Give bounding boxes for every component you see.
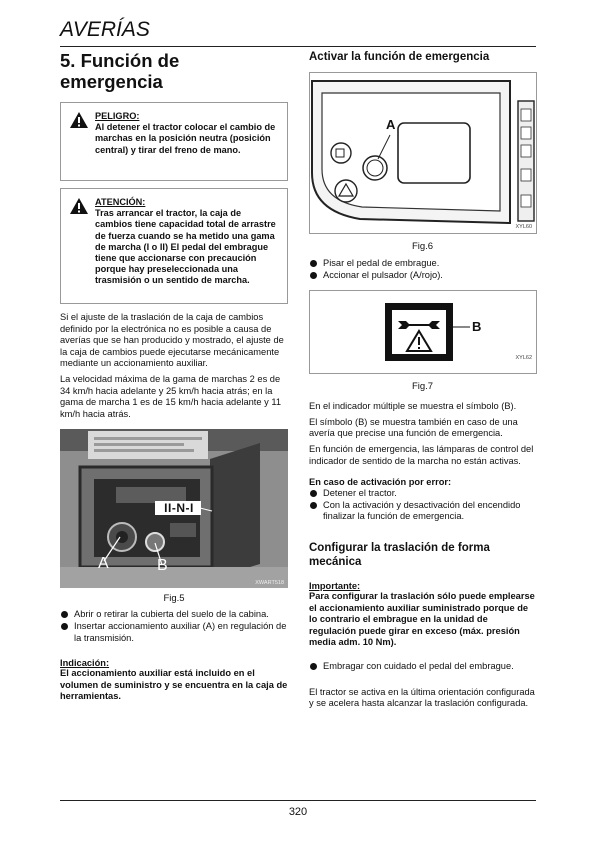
section-title-line-1: 5. Función de	[60, 50, 180, 71]
gear-positions-label: II-N-I	[164, 501, 194, 516]
paragraph: La velocidad máxima de la gama de marchas 2 es de 34 km/h hacia adelante y 25 km/h hacia atrás; en la gama de marcha 1 es de 15 km/h hacia adelante y 11 km/h hacia atrás.	[60, 373, 282, 419]
figure-5-photo	[60, 429, 288, 588]
figure-caption: Fig.7	[411, 381, 434, 393]
paragraph: En función de emergencia, las lámparas de control del indicador de sentido de la marcha no están activas.	[309, 443, 534, 466]
figure-code: XYL60	[515, 224, 532, 230]
left-column	[60, 50, 288, 703]
emergency-symbol-illustration	[310, 291, 536, 373]
fig6-label-a: A	[386, 117, 396, 132]
chapter-title: AVERÍAS	[60, 18, 150, 41]
figure-7-symbol	[309, 290, 537, 374]
subsection-title: Activar la función de emergencia	[309, 51, 490, 63]
bullet-list	[309, 488, 536, 523]
section-title	[60, 50, 288, 92]
danger-box	[60, 102, 288, 181]
list-item: Accionar el pulsador (A/rojo).	[309, 270, 536, 282]
figure-code: XWART518	[255, 580, 284, 587]
fig5-label-a: A	[98, 555, 109, 573]
section-title-line-2: emergencia	[60, 71, 163, 92]
right-column	[309, 50, 536, 710]
figure-caption: Fig.6	[411, 241, 434, 252]
caution-label: ATENCIÓN:	[95, 197, 146, 207]
danger-label: PELIGRO:	[95, 111, 140, 121]
subsection-title: Configurar la traslación de forma mecánica	[309, 541, 490, 568]
list-item: Con la activación y desactivación del encendido finalizar la función de emergencia.	[309, 500, 536, 523]
caution-box	[60, 188, 288, 304]
indication-label: Indicación:	[60, 658, 110, 669]
paragraph: El tractor se activa en la última orientación configurada y se acelera hasta alcanzar la traslación configurada.	[309, 686, 535, 709]
header-rule	[60, 46, 536, 47]
list-item: Pisar el pedal de embrague.	[309, 258, 536, 270]
list-item: Detener el tractor.	[309, 488, 536, 500]
bullet-list	[309, 661, 536, 673]
fig7-label-b: B	[472, 319, 482, 335]
bullet-list	[60, 609, 288, 644]
list-item: Abrir o retirar la cubierta del suelo de la cabina.	[60, 609, 288, 621]
footer-rule	[60, 800, 536, 801]
list-item: Insertar accionamiento auxiliar (A) en regulación de la transmisión.	[60, 621, 288, 644]
warning-triangle-icon	[69, 111, 89, 129]
indication-text: El accionamiento auxiliar está incluido en el volumen de suministro y se encuentra en la caja de herramientas.	[60, 668, 288, 702]
paragraph: En el indicador múltiple se muestra el símbolo (B).	[309, 401, 517, 412]
paragraph: El símbolo (B) se muestra también en caso de una avería que precise una función de emergencia.	[309, 416, 518, 439]
important-text: Para configurar la traslación sólo puede emplearse el accionamiento auxiliar suministrado porque de lo contrario el embrague en la unidad de regulación puede girar en exceso (máx. presión media adm. 10 Nm).	[309, 590, 535, 648]
caution-text: Tras arrancar el tractor, la caja de cambios tiene capacidad total de arrastre de fuerza cuando se ha metido una gama de marcha (I o II) El pedal del embrague tiene que accionarse con precaución porque hay preseleccionada una trasmisión o un sentido de marcha.	[95, 208, 276, 286]
important-note	[309, 581, 536, 649]
page-number: 320	[288, 806, 308, 818]
danger-text: Al detener el tractor colocar el cambio de marchas en la posición neutra (posición central) y tirar del freno de mano.	[95, 122, 276, 155]
fig5-label-b: B	[157, 557, 168, 575]
list-item: Embragar con cuidado el pedal del embrague.	[309, 661, 536, 673]
figure-6-dashboard	[309, 72, 537, 234]
warning-triangle-icon	[69, 197, 89, 215]
multi-display-illustration	[310, 73, 536, 233]
figure-code: XYL62	[515, 355, 532, 362]
error-activation-title: En caso de activación por error:	[309, 477, 452, 488]
indication-note	[60, 658, 288, 703]
figure-caption: Fig.5	[163, 593, 185, 605]
important-label: Importante:	[309, 580, 361, 591]
paragraph: Si el ajuste de la traslación de la caja de cambios definido por la electrónica no es posible a causa de averías que se han producido y mostrado, el ajuste de la caja de cambios puede ejecutarse mecánicamente mediante un accionamiento auxiliar.	[60, 312, 284, 369]
bullet-list	[309, 258, 536, 281]
